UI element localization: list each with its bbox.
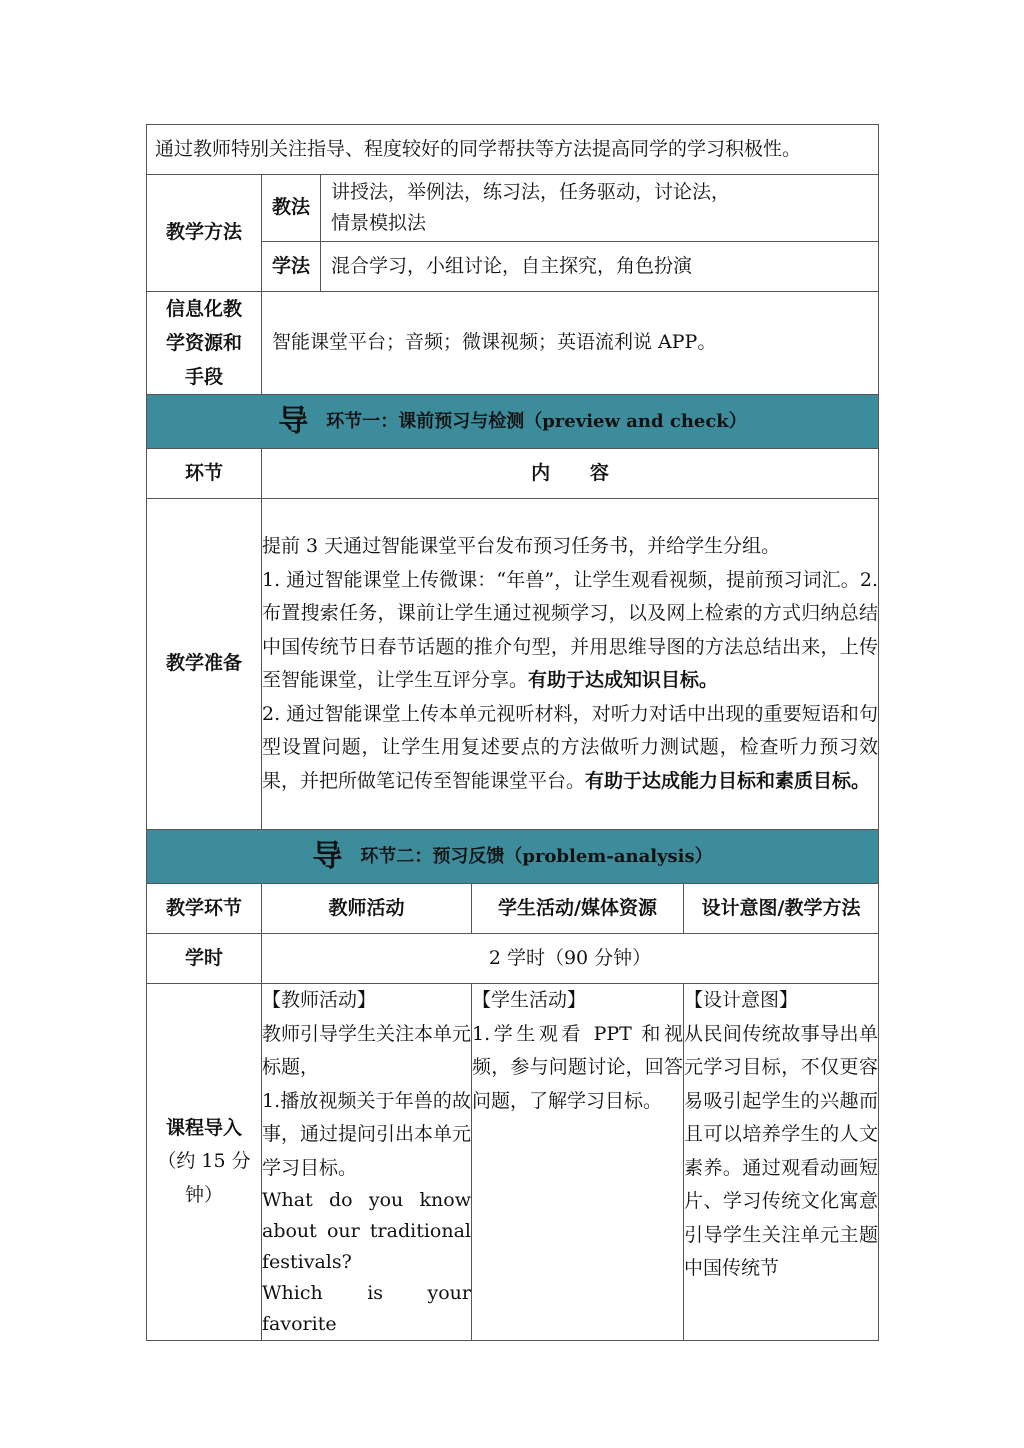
section1-title: 环节一：课前预习与检测	[326, 410, 525, 432]
hours-row	[147, 934, 879, 984]
content-header: 内 容	[262, 449, 879, 499]
preparation-p2: 1. 通过智能课堂上传微课：“年兽”，让学生观看视频，提前预习词汇。2.布置搜索任务，课前让学生通过视频学习，以及网上检索的方式归纳总结中国传统节日春节话题的推介句型，并用思维导图的方法总结出来，上传至智能课堂，让学生互评分享。有助于达成知识目标。	[262, 568, 879, 691]
learning-method-label: 学法	[262, 242, 321, 292]
section2-header-row	[147, 884, 879, 934]
design-intent-cell: 【设计意图】 从民间传统故事导出单元学习目标，不仅更容易吸引起学生的兴趣而且可以培养学生的人文素养。通过观看动画短片、学习传统文化寓意引导学生关注单元主题中国传统节	[684, 984, 879, 1341]
course-intro-row	[147, 984, 879, 1341]
section2-title: 环节二：预习反馈	[360, 845, 505, 867]
learning-method-value: 混合学习，小组讨论，自主探究，角色扮演	[331, 254, 693, 277]
col-header-stage: 教学环节	[147, 884, 262, 934]
teacher-activity-cell: 【教师活动】 教师引导学生关注本单元标题， 1.播放视频关于年兽的故事，通过提问引出本单元学习目标。 What do you know about our traditional festivals? Which is your favorite	[262, 984, 472, 1341]
resources-label: 信息化教 学资源和 手段	[147, 292, 262, 395]
hours-label: 学时	[147, 934, 262, 984]
methods-label: 教学方法	[147, 175, 262, 292]
preparation-label: 教学准备	[147, 499, 262, 830]
intro-text: 通过教师特别关注指导、程度较好的同学帮扶等方法提高同学的学习积极性。	[147, 125, 879, 175]
lesson-plan-table	[146, 124, 879, 1341]
guide-icon: 导	[278, 403, 309, 439]
hours-value: 2 学时（90 分钟）	[262, 934, 879, 984]
preparation-content	[262, 499, 879, 830]
section1-header-row	[147, 449, 879, 499]
student-activity-cell: 【学生活动】 1.学生观看 PPT 和视频，参与问题讨论，回答问题，了解学习目标。	[472, 984, 684, 1341]
preparation-p3: 2. 通过智能课堂上传本单元视听材料，对听力对话中出现的重要短语和句型设置问题，让学生用复述要点的方法做听力测试题，检查听力预习效果，并把所做笔记传至智能课堂平台。有助于达成能力目标和素质目标。	[262, 702, 879, 792]
course-intro-label: 课程导入 （约 15 分钟）	[147, 984, 262, 1341]
section2-title-en: （problem-analysis）	[504, 845, 713, 867]
col-header-teacher: 教师活动	[262, 884, 472, 934]
teaching-method-line1: 讲授法，举例法，练习法，任务驱动，讨论法，	[331, 181, 731, 203]
section1-title-en: （preview and check）	[524, 410, 747, 432]
preparation-row	[147, 499, 879, 830]
resources-row	[147, 292, 879, 395]
methods-subtable	[262, 175, 878, 291]
col-header-design: 设计意图/教学方法	[684, 884, 879, 934]
guide-icon: 导	[312, 838, 343, 874]
section1-banner	[147, 395, 879, 449]
col-header-student: 学生活动/媒体资源	[472, 884, 684, 934]
stage-header: 环节	[147, 449, 262, 499]
resources-value: 智能课堂平台；音频；微课视频；英语流利说 APP。	[262, 292, 879, 395]
teaching-method-line2: 情景模拟法	[331, 212, 427, 234]
teaching-method-label: 教法	[262, 175, 321, 242]
teaching-method-value	[321, 175, 879, 242]
methods-row	[147, 175, 879, 292]
preparation-p1: 提前 3 天通过智能课堂平台发布预习任务书，并给学生分组。	[262, 535, 781, 557]
intro-row	[147, 125, 879, 175]
section2-banner	[147, 830, 879, 884]
